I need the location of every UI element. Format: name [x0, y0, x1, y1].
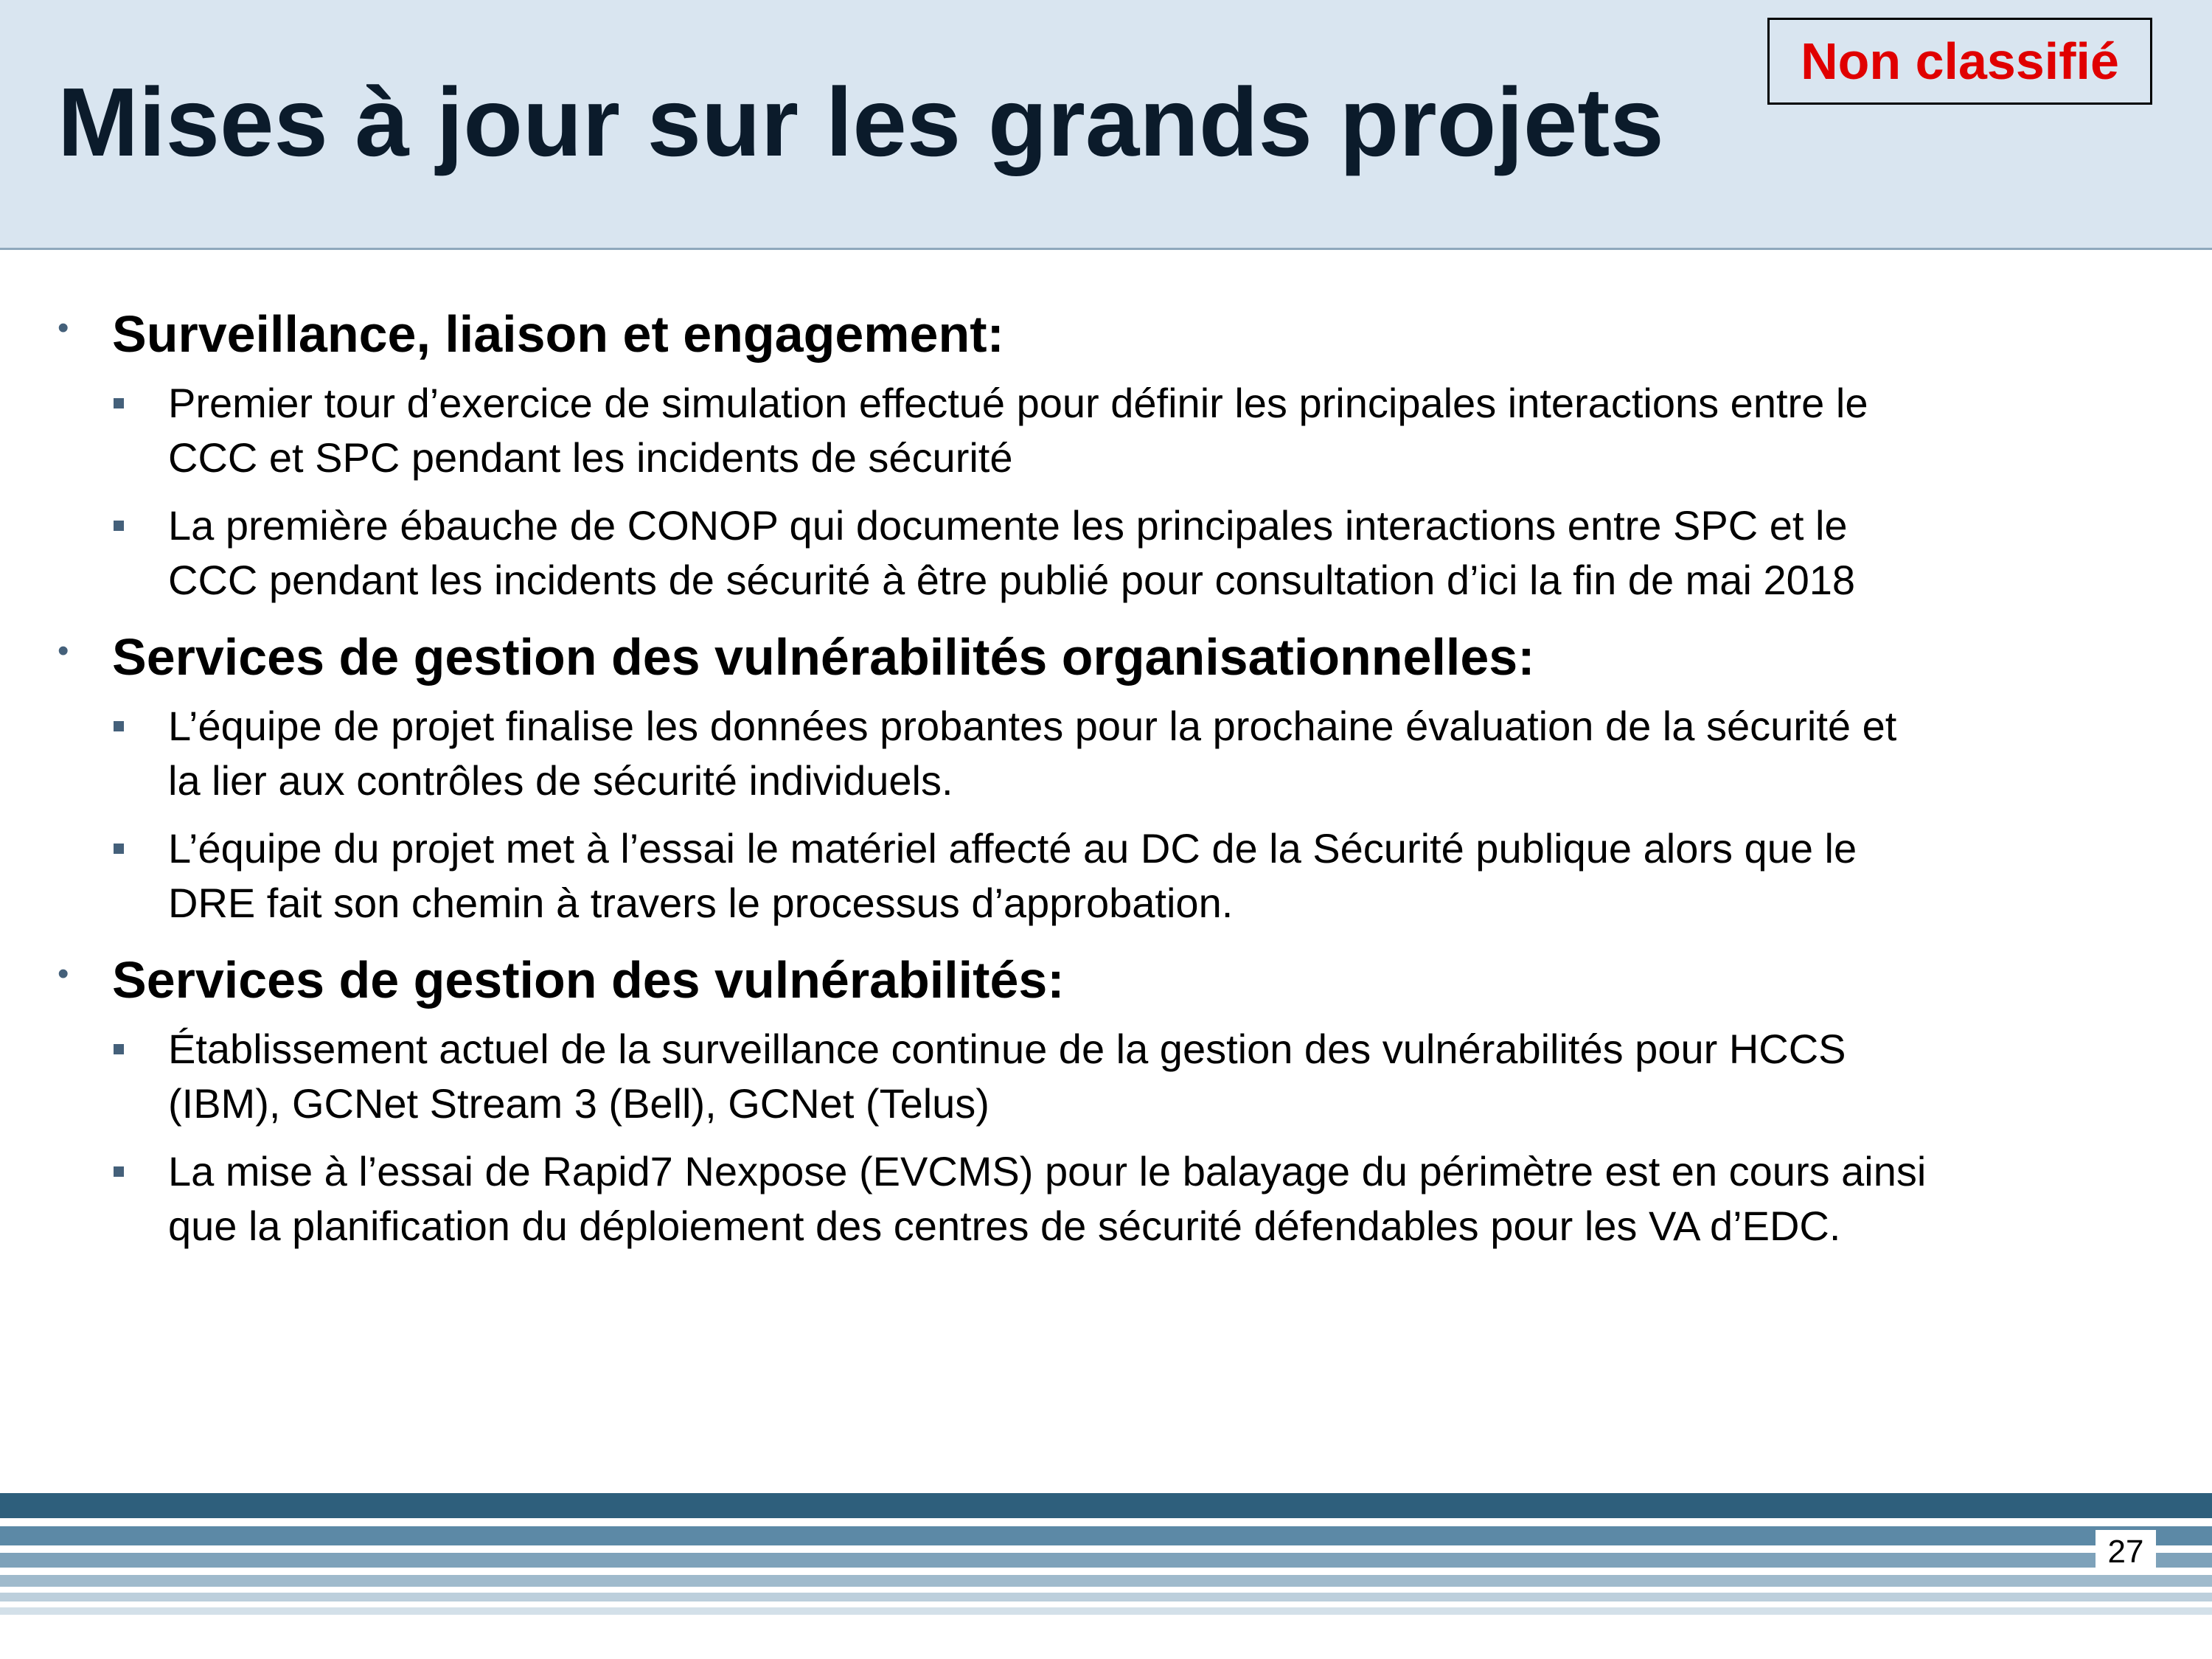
- slide-title: Mises à jour sur les grands projets: [58, 68, 1664, 176]
- slide-header: [0, 0, 2212, 250]
- footer-bar: [0, 1553, 2212, 1568]
- list-item: Établissement actuel de la surveillance continue de la gestion des vulnérabilités pour HCCS (IBM), GCNet Stream 3 (Bell), GCNet (Telus): [168, 1026, 1846, 1127]
- list-item: La mise à l’essai de Rapid7 Nexpose (EVCMS) pour le balayage du périmètre est en cours ainsi que la planification du déploiement des centres de sécurité défendables pour les VA d’EDC.: [168, 1148, 1927, 1249]
- footer-bar: [0, 1607, 2212, 1615]
- classification-badge: Non classifié: [1767, 18, 2152, 105]
- footer-bar: [0, 1593, 2212, 1601]
- bullet-icon: •: [58, 633, 69, 669]
- square-bullet-icon: [114, 521, 124, 531]
- footer-bar: [0, 1575, 2212, 1587]
- page-number: 27: [2096, 1530, 2156, 1574]
- square-bullet-icon: [114, 844, 124, 854]
- section-heading: Surveillance, liaison et engagement:: [112, 305, 1004, 363]
- list-item: Premier tour d’exercice de simulation effectué pour définir les principales interactions entre le CCC et SPC pendant les incidents de sécurité: [168, 380, 1868, 481]
- footer-bar: [0, 1526, 2212, 1545]
- bullet-icon: •: [58, 310, 69, 346]
- square-bullet-icon: [114, 1166, 124, 1177]
- footer-bar: [0, 1493, 2212, 1518]
- list-item: L’équipe de projet finalise les données probantes pour la prochaine évaluation de la sécurité et la lier aux contrôles de sécurité individuels.: [168, 703, 1897, 804]
- list-item: La première ébauche de CONOP qui documente les principales interactions entre SPC et le CCC pendant les incidents de sécurité à être publié pour consultation d’ici la fin de mai 2018: [168, 502, 1856, 603]
- list-item: L’équipe du projet met à l’essai le matériel affecté au DC de la Sécurité publique alors que le DRE fait son chemin à travers le processus d’approbation.: [168, 825, 1857, 926]
- bullet-icon: •: [58, 956, 69, 992]
- square-bullet-icon: [114, 398, 124, 408]
- section-heading: Services de gestion des vulnérabilités:: [112, 951, 1065, 1009]
- square-bullet-icon: [114, 721, 124, 731]
- square-bullet-icon: [114, 1044, 124, 1054]
- section-heading: Services de gestion des vulnérabilités organisationnelles:: [112, 628, 1535, 686]
